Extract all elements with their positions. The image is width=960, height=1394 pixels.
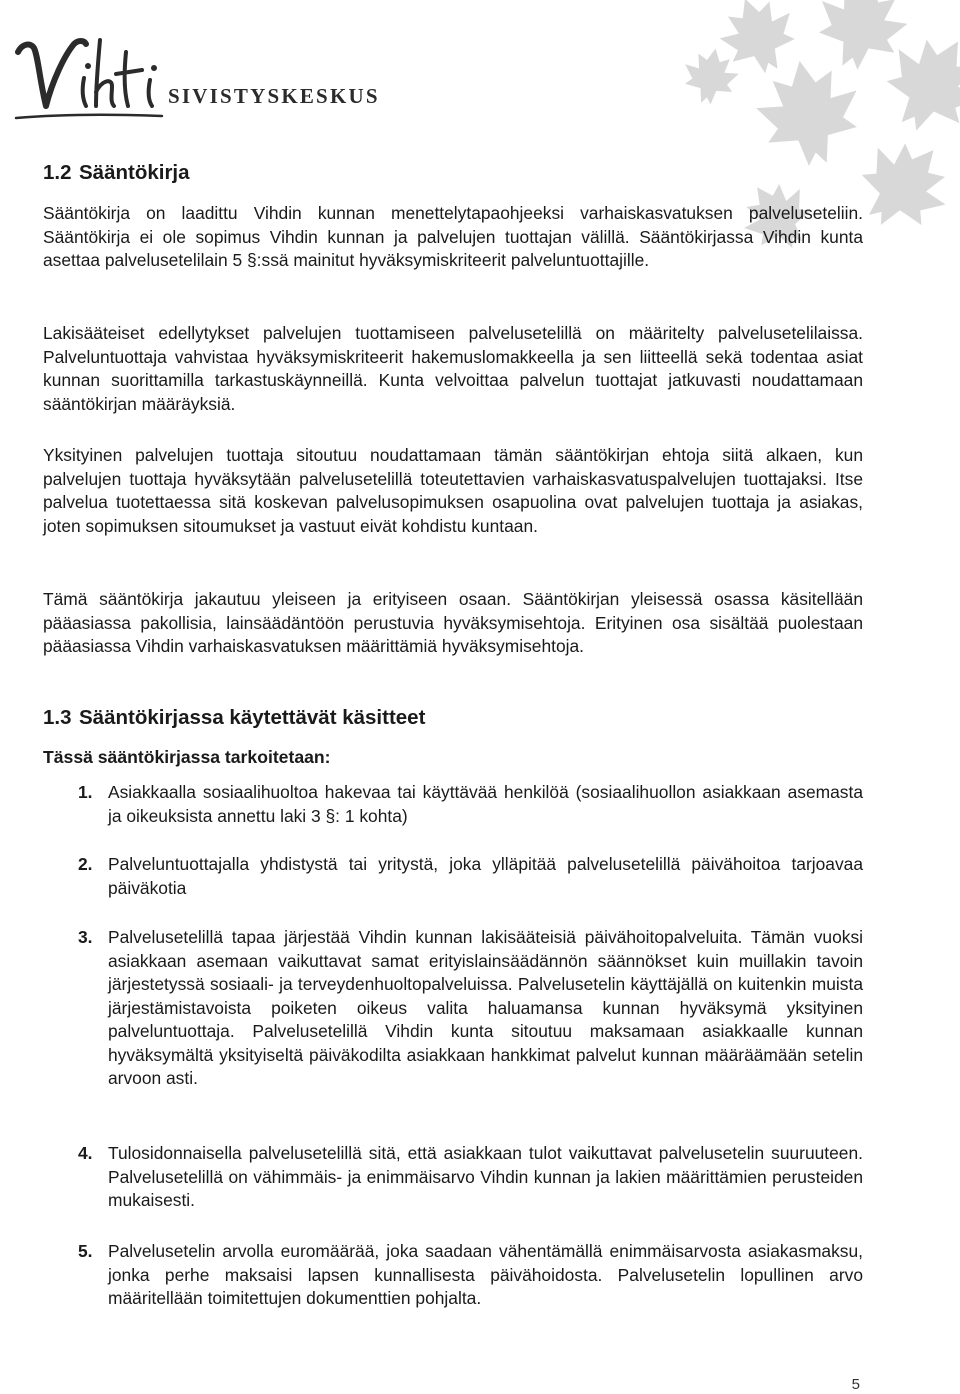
vihti-script-logo [12, 22, 182, 132]
list-number: 3. [78, 927, 93, 947]
paragraph: Tämä sääntökirja jakautuu yleiseen ja erityiseen osaan. Sääntökirjan yleisessä osassa käsitellään pääasiassa pakollisia, lainsäädäntöön perustuvia hyväksymisehtoja. Erityinen osa sisältää puolestaan pääasiassa Vihdin varhaiskasvatuksen määrittämiä hyväksymisehtoja. [43, 589, 863, 656]
list-text: Palvelusetelillä tapaa järjestää Vihdin kunnan lakisääteisiä päivähoitopalveluita. Tämän vuoksi asiakkaan asemaan vaikuttavat samat erityislainsäädännön säännökset kuin muillakin tavoin järjestetyssä sosiaali- ja terveydenhuoltopalveluissa. Palvelusetelin käyttäjällä on kuitenkin muista järjestämistavoista poiketen oikeus valita haluamansa kunnan hyväksymä yksityinen palveluntuottaja. Palvelusetelillä Vihdin kunta sitoutuu maksamaan asiakkaalle kunnan hyväksymältä yksityiseltä päiväkodilta asiakkaan hankkimat palvelut kunnan määräämään setelin arvoon asti. [108, 927, 863, 1088]
definitions-subheading: Tässä sääntökirjassa tarkoitetaan: [43, 747, 331, 767]
section-number: 1.3 [43, 706, 72, 729]
section-1-2-heading [43, 161, 190, 185]
list-item [78, 1240, 863, 1311]
logo-subtitle: SIVISTYSKESKUS [168, 84, 380, 108]
paragraph: Lakisääteiset edellytykset palvelujen tuottamiseen palvelusetelillä on määritelty palvelusetelilaissa. Palveluntuottaja vahvistaa hyväksymiskriteerit hakemuslomakkeella ja sen liitteellä sekä todentaa asiat kunnan suorittamilla tarkastuskäynneillä. Kunta velvoittaa palvelun tuottajat jatkuvasti noudattamaan sääntökirjan määräyksiä. [43, 323, 863, 414]
section-1-3-heading [43, 706, 425, 730]
list-number: 2. [78, 854, 93, 874]
section-title: Sääntökirja [79, 161, 190, 184]
list-number: 1. [78, 782, 93, 802]
list-text: Palvelusetelin arvolla euromäärää, joka saadaan vähentämällä enimmäisarvosta asiakasmaksu, jonka perhe maksaisi lapsen kunnallisesta päivähoidosta. Palvelusetelin lopullinen arvo määritellään toimitettujen dokumenttien pohjalta. [108, 1241, 863, 1308]
list-item [78, 1142, 863, 1213]
list-text: Palveluntuottajalla yhdistystä tai yritystä, joka ylläpitää palvelusetelillä päivähoitoa tarjoavaa päiväkotia [108, 854, 863, 898]
list-item [78, 853, 863, 900]
section-number: 1.2 [43, 161, 72, 184]
list-item [78, 781, 863, 828]
list-item [78, 926, 863, 1091]
page-number: 5 [851, 1376, 860, 1393]
list-number: 5. [78, 1241, 93, 1261]
list-text: Asiakkaalla sosiaalihuoltoa hakevaa tai käyttävää henkilöä (sosiaalihuollon asiakkaan asemasta ja oikeuksista annettu laki 3 §: 1 kohta) [108, 782, 863, 826]
paragraph: Yksityinen palvelujen tuottaja sitoutuu noudattamaan tämän sääntökirjan ehtoja siitä alkaen, kun palvelujen tuottaja hyväksytään palvelusetelillä toteutettavien varhaiskasvatuspalvelujen tuottajaksi. Itse palvelua tuotettaessa sitä koskevan palvelusopimuksen osapuolina ovat palvelujen tuottaja ja asiakas, joten sopimuksen sitoumukset ja vastuut eivät kohdistu kuntaan. [43, 445, 863, 536]
vihti-logo [12, 22, 380, 132]
paragraph: Sääntökirja on laadittu Vihdin kunnan menettelytapaohjeeksi varhaiskasvatuksen palveluseteliin. Sääntökirja ei ole sopimus Vihdin kunnan ja palvelujen tuottajan välillä. Sääntökirjassa Vihdin kunta asettaa palvelusetelilain 5 §:ssä mainitut hyväksymiskriteerit palveluntuottajille. [43, 203, 863, 270]
section-title: Sääntökirjassa käytettävät käsitteet [79, 706, 426, 729]
list-text: Tulosidonnaisella palvelusetelillä sitä, että asiakkaan tulot vaikuttavat palvelusetelin suuruuteen. Palvelusetelillä on vähimmäis- ja enimmäisarvo Vihdin kunnan ja lakien määrittämien perusteiden mukaisesti. [108, 1143, 863, 1210]
list-number: 4. [78, 1143, 93, 1163]
